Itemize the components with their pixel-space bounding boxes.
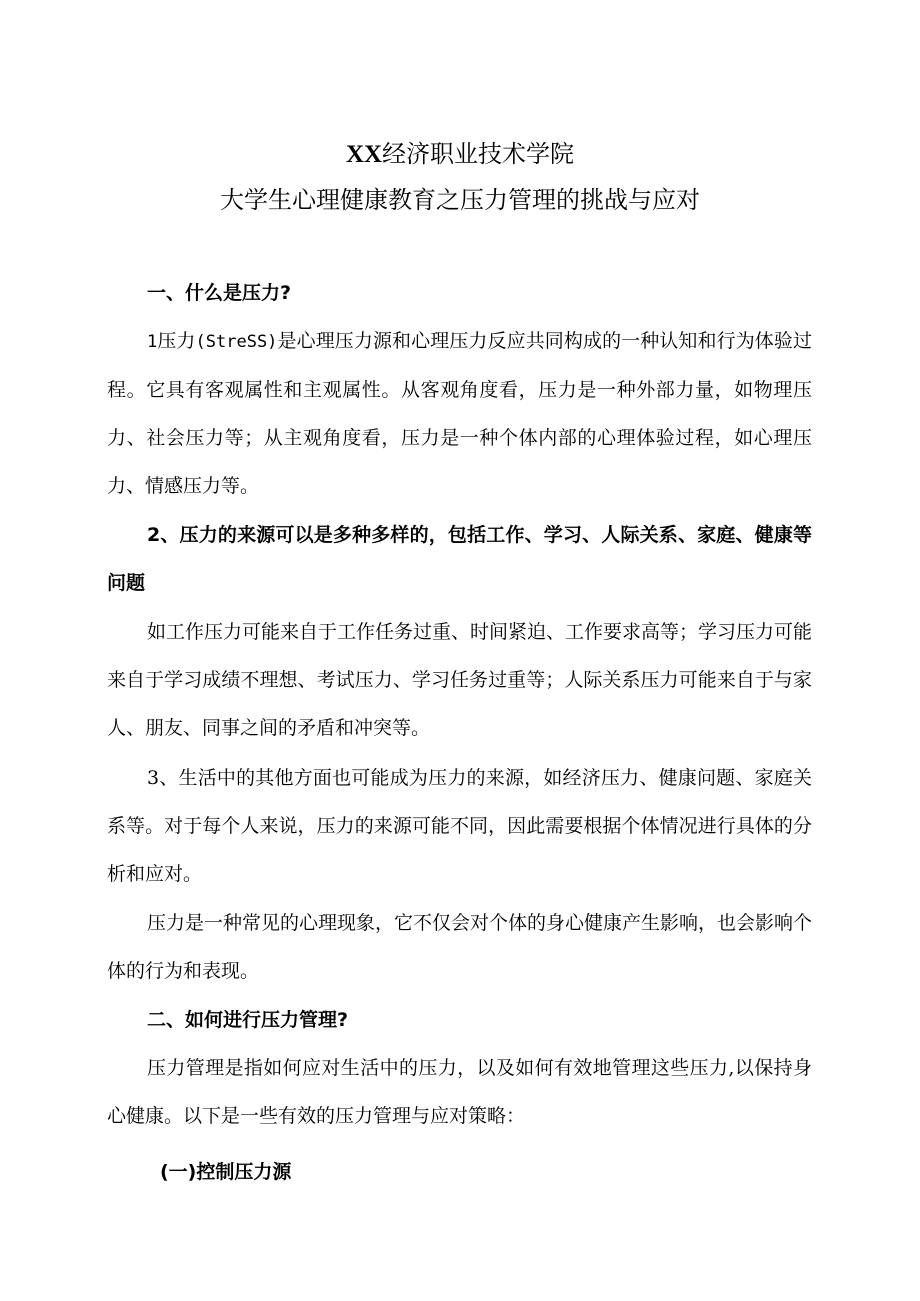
section-heading-2: 二、如何进行压力管理? xyxy=(147,1009,349,1031)
document-subtitle: 大学生心理健康教育之压力管理的挑战与应对 xyxy=(220,186,700,214)
paragraph-stress-phenomenon: 压力是一种常见的心理现象，它不仅会对个体的身心健康产生影响，也会影响个体的行为和表现。 xyxy=(107,912,813,982)
title-school: 经济职业技术学院 xyxy=(382,140,575,168)
paragraph-number: 1 xyxy=(147,332,158,352)
stress-term: (StreSS) xyxy=(195,332,278,352)
title-prefix: XX xyxy=(345,141,383,168)
section-heading-1: 一、什么是压力? xyxy=(147,282,292,304)
document-title xyxy=(0,136,920,173)
paragraph-stress-examples: 如工作压力可能来自于工作任务过重、时间紧迫、工作要求高等；学习压力可能来自于学习成绩不理想、考试压力、学习任务过重等；人际关系压力可能来自于与家人、朋友、同事之间的矛盾和冲突等。 xyxy=(107,621,813,739)
subsection-heading-1: (一)控制压力源 xyxy=(160,1161,292,1183)
paragraph-stress-management: 压力管理是指如何应对生活中的压力，以及如何有效地管理这些压力,以保持身心健康。以下是一些有效的压力管理与应对策略： xyxy=(107,1057,812,1127)
paragraph-stress-sources-bold: 2、压力的来源可以是多种多样的，包括工作、学习、人际关系、家庭、健康等问题 xyxy=(107,524,812,594)
paragraph-other-sources: 3、生活中的其他方面也可能成为压力的来源，如经济压力、健康问题、家庭关系等。对于每个人来说，压力的来源可能不同，因此需要根据个体情况进行具体的分析和应对。 xyxy=(107,767,812,885)
paragraph-body: 是心理压力源和心理压力反应共同构成的一种认知和行为体验过程。它具有客观属性和主观属性。从客观角度看，压力是一种外部力量，如物理压力、社会压力等；从主观角度看，压力是一种个体内部的心理体验过程，如心理压力、情感压力等。 xyxy=(107,330,812,497)
paragraph-stress-definition xyxy=(107,317,812,510)
stress-word: 压力 xyxy=(157,330,196,352)
